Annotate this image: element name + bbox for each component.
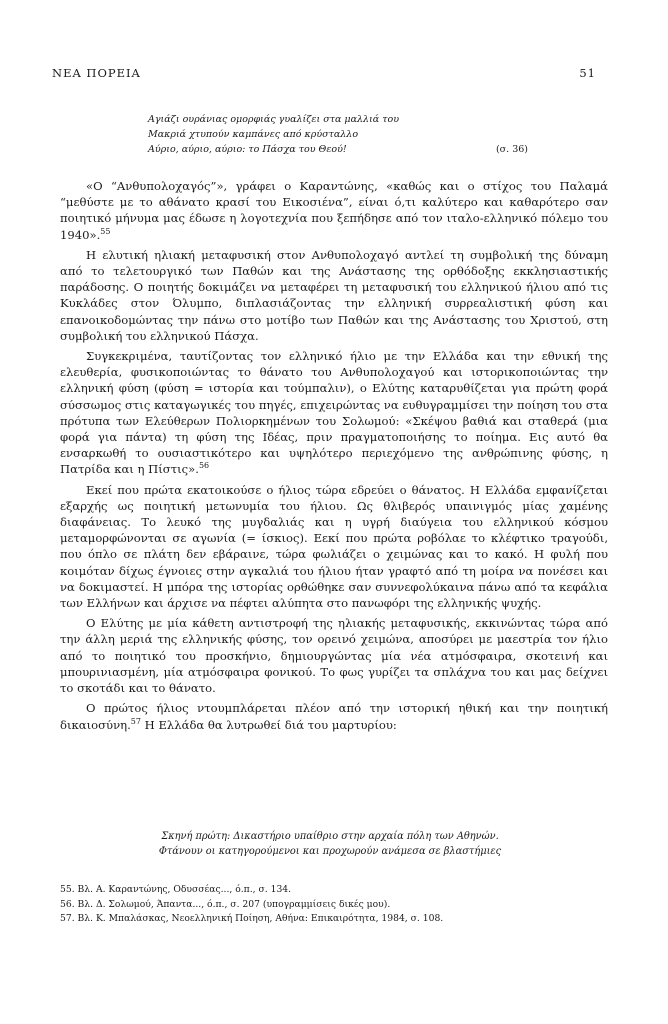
footnotes [60, 883, 608, 927]
epigraph-line: Αγιάζι ουράνιας ομορφιάς γυαλίζει στα μαλλιά του [148, 114, 399, 125]
paragraph: «Ο “Ανθυπολοχαγός”», γράφει ο Καραντώνης, «καθώς και ο στίχος του Παλαμά “μεθύστε με το αθάνατο κρασί του Εικοσιένα”, είναι ό,τι καλύτερο και καθαρότερο σαν ποιητικό μήνυμα μας έδωσε η λογοτεχνία που ξεπήδησε από τον ιταλο-ελληνικό πόλεμο του 1940».$^{55}$ [60, 179, 608, 242]
main-text [60, 178, 608, 737]
footnote: 56. Βλ. Δ. Σολωμού, Άπαντα..., ό.π., σ. 207 (υπογραμμίσεις δικές μου). [60, 898, 391, 910]
paragraph: Ο Ελύτης με μία κάθετη αντιστροφή της ηλιακής μεταφυσικής, εκκινώντας τώρα από την άλλη μεριά της ελληνικής φύσης, τον ορεινό χειμώνα, αποσύρει με μαεστρία τον ήλιο από το ποιητικό του προσκήνιο, δημιουργώντας μία νέα ατμόσφαιρα, σκοτεινή και μπουρινιασμένη, μία ατμόσφαιρα φονικού. Το φως γυρίζει τα σπλάχνα του και μας δείχνει το σκοτάδι και το θάνατο. [60, 616, 608, 696]
paragraph: Συγκεκριμένα, ταυτίζοντας τον ελληνικό ήλιο με την Ελλάδα και την εθνική της ελευθερία, φυσικοποιώντας το θάνατο του Ανθυπολοχαγού και ιστορικοποιώντας την ελληνική φύση (φύση = ιστορία και τούμπαλιν), ο Ελύτης καταρυθίζεται για πρώτη φορά σύσσωμος στις καταγωγικές του πηγές, επιχειρώντας να ευθυγραμμίσει την ποίηση του στα πρότυπα των Ελεύθερων Πολιορκημένων του Σολωμού: «Σκέψου βαθιά και σταθερά (μια φορά για πάντα) τη φύση της Ιδέας, πριν πραγματοποιήσης το ποίημα. Εις αυτό θα ενσαρκωθή το ουσιαστικότερο και υψηλότερο περιεχόμενο της ανθρώπινης φύσης, η Πατρίδα και η Πίστις».$^{56}$ [60, 349, 608, 477]
scene-direction [80, 829, 580, 859]
journal-title: ΝΕΑ ΠΟΡΕΙΑ [52, 66, 141, 80]
footnote: 55. Βλ. Α. Καραντώνης, Οδυσσέας..., ό.π., σ. 134. [60, 884, 292, 895]
epigraph-line: Αύριο, αύριο, αύριο: το Πάσχα του Θεού! [148, 144, 347, 155]
footnote-ref: 57 [130, 716, 141, 726]
epigraph-reference: (σ. 36) [495, 144, 528, 155]
scene-line: Φτάνουν οι κατηγορούμενοι και προχωρούν ανάμεσα σε βλαστήμιες [158, 846, 502, 857]
footnote-ref: 55 [100, 226, 111, 236]
paragraph: Εκεί που πρώτα εκατοικούσε ο ήλιος τώρα εδρεύει ο θάνατος. Η Ελλάδα εμφανίζεται εξαρχής ως ποιητική μετωνυμία του ήλιου. Ως θλιβερός υπαινιγμός μίας χαμένης διαφάνειας. Το λευκό της μυγδαλιάς και η υγρή διαύγεια του ελληνικού κόσμου μεταμορφώνονται σε αγωνία (= ίσκιος). Εεκί που πρώτα ροβόλαε το κλέφτικο τραγούδι, που όπλο σε πλάτη δεν εβάραινε, τώρα φωλιάζει ο χειμώνας και το κακό. Η φυλή που κοιμόταν δίχως έγνοιες στην αγκαλιά του ήλιου ήταν γραφτό από τη μοίρα να πονέσει και να δοκιμαστεί. Η μπόρα της ιστορίας ορθώθηκε σαν συννεφολύκαινα πάνω από τα κεφάλια των Ελλήνων και άρχισε να πέφτει αλύπητα στο πανωφόρι της ελληνικής ψυχής. [60, 482, 608, 611]
paragraph: Η ελυτική ηλιακή μεταφυσική στον Ανθυπολοχαγό αντλεί τη συμβολική της δύναμη από το τελετουργικό των Παθών και της Ανάστασης της ορθόδοξης εκκλησιαστικής παράδοσης. Ο ποιητής δοκιμάζει να μεταφέρει τη μεταφυσική του ελληνικού ήλιου από τις Κυκλάδες στον Όλυμπο, διπλασιάζοντας την ελληνική συρρεαλιστική φύση και επανοικοδομώντας την πάνω στο μοτίβο των Παθών και της Ανάστασης του Χριστού, στη συμβολική του ελληνικού Πάσχα. [60, 247, 608, 343]
scene-line: Σκηνή πρώτη: Δικαστήριο υπαίθριο στην αρχαία πόλη των Αθηνών. [161, 831, 499, 842]
running-header [52, 66, 596, 80]
epigraph [148, 112, 528, 157]
footnote: 57. Βλ. Κ. Μπαλάσκας, Νεοελληνική Ποίηση, Αθήνα: Επικαιρότητα, 1984, σ. 108. [60, 913, 444, 924]
page-number: 51 [579, 66, 596, 80]
epigraph-line: Μακριά χτυπούν καμπάνες από κρύσταλλο [148, 129, 359, 140]
paragraph: Ο πρώτος ήλιος ντουμπλάρεται πλέον από την ιστορική ηθική και την ποιητική δικαιοσύνη.$^{57}$ Η Ελλάδα θα λυτρωθεί διά του μαρτυρίου: [60, 701, 608, 732]
footnote-ref: 56 [198, 461, 210, 471]
